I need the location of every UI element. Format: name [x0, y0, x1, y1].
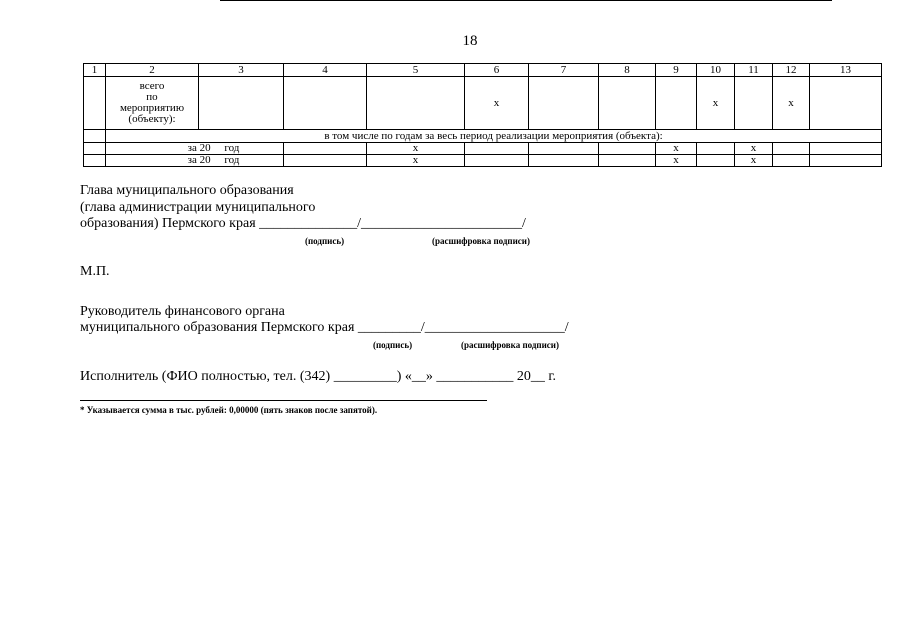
- col-header: 9: [656, 64, 697, 77]
- table-row-year: [84, 155, 882, 167]
- table-cell: [465, 155, 529, 167]
- table-row-total: [84, 77, 882, 130]
- table-cell: [529, 155, 599, 167]
- finance-signature-line: муниципального образования Пермского края _________/____________________/: [80, 320, 569, 335]
- report-table: [83, 63, 882, 167]
- stamp-mark: М.П.: [80, 264, 110, 279]
- table-cell: [810, 155, 882, 167]
- table-cell: [284, 143, 367, 155]
- table-cell: [656, 77, 697, 130]
- top-rule: [220, 0, 832, 1]
- footnote: * Указывается сумма в тыс. рублей: 0,00000 (пять знаков после запятой).: [80, 405, 378, 415]
- col-header: 11: [735, 64, 773, 77]
- col-header: 8: [599, 64, 656, 77]
- total-label: всего по мероприятию (объекту):: [106, 77, 199, 130]
- executor-line: Исполнитель (ФИО полностью, тел. (342) _________) «__» ___________ 20__ г.: [80, 369, 557, 384]
- table-cell: [735, 77, 773, 130]
- table-cell: [697, 143, 735, 155]
- head-decoding-caption: (расшифровка подписи): [432, 236, 530, 246]
- finance-title-line1: Руководитель финансового органа: [80, 304, 285, 319]
- col-header: 2: [106, 64, 199, 77]
- col-header: 1: [84, 64, 106, 77]
- table-cell: x: [656, 143, 697, 155]
- head-title-line1: Глава муниципального образования: [80, 183, 294, 198]
- head-title-line2: (глава администрации муниципального: [80, 200, 316, 215]
- table-cell: x: [735, 155, 773, 167]
- table-cell: x: [697, 77, 735, 130]
- table-cell: [465, 143, 529, 155]
- page-number: 18: [462, 33, 478, 49]
- finance-signature-caption: (подпись): [373, 340, 413, 350]
- table-cell: [84, 143, 106, 155]
- table-cell: [284, 155, 367, 167]
- table-cell: [367, 77, 465, 130]
- table-cell: [199, 77, 284, 130]
- table-cell: [84, 77, 106, 130]
- table-cell: [529, 77, 599, 130]
- table-cell: [529, 143, 599, 155]
- table-cell: [84, 155, 106, 167]
- table-cell: x: [367, 143, 465, 155]
- col-header: 5: [367, 64, 465, 77]
- table-cell: [810, 77, 882, 130]
- col-header: 6: [465, 64, 529, 77]
- table-cell: x: [656, 155, 697, 167]
- table-cell: [773, 155, 810, 167]
- table-cell: x: [465, 77, 529, 130]
- table-cell: [773, 143, 810, 155]
- col-header: 3: [199, 64, 284, 77]
- col-header: 13: [810, 64, 882, 77]
- table-cell: x: [735, 143, 773, 155]
- footnote-rule: [80, 400, 487, 401]
- table-cell: x: [773, 77, 810, 130]
- including-label: в том числе по годам за весь период реализации мероприятия (объекта):: [106, 130, 882, 143]
- col-header: 10: [697, 64, 735, 77]
- year-label: за 20 год: [106, 155, 284, 167]
- table-row-year: [84, 143, 882, 155]
- table-row-including: [84, 130, 882, 143]
- year-label: за 20 год: [106, 143, 284, 155]
- table-cell: [697, 155, 735, 167]
- table-cell: [599, 77, 656, 130]
- table-header-row: [84, 64, 882, 77]
- table-cell: [810, 143, 882, 155]
- head-signature-caption: (подпись): [305, 236, 345, 246]
- head-signature-line: образования) Пермского края ______________/_______________________/: [80, 216, 526, 231]
- col-header: 7: [529, 64, 599, 77]
- table-cell: x: [367, 155, 465, 167]
- table-cell: [84, 130, 106, 143]
- table-cell: [599, 143, 656, 155]
- col-header: 4: [284, 64, 367, 77]
- table-cell: [599, 155, 656, 167]
- finance-decoding-caption: (расшифровка подписи): [461, 340, 559, 350]
- table-cell: [284, 77, 367, 130]
- col-header: 12: [773, 64, 810, 77]
